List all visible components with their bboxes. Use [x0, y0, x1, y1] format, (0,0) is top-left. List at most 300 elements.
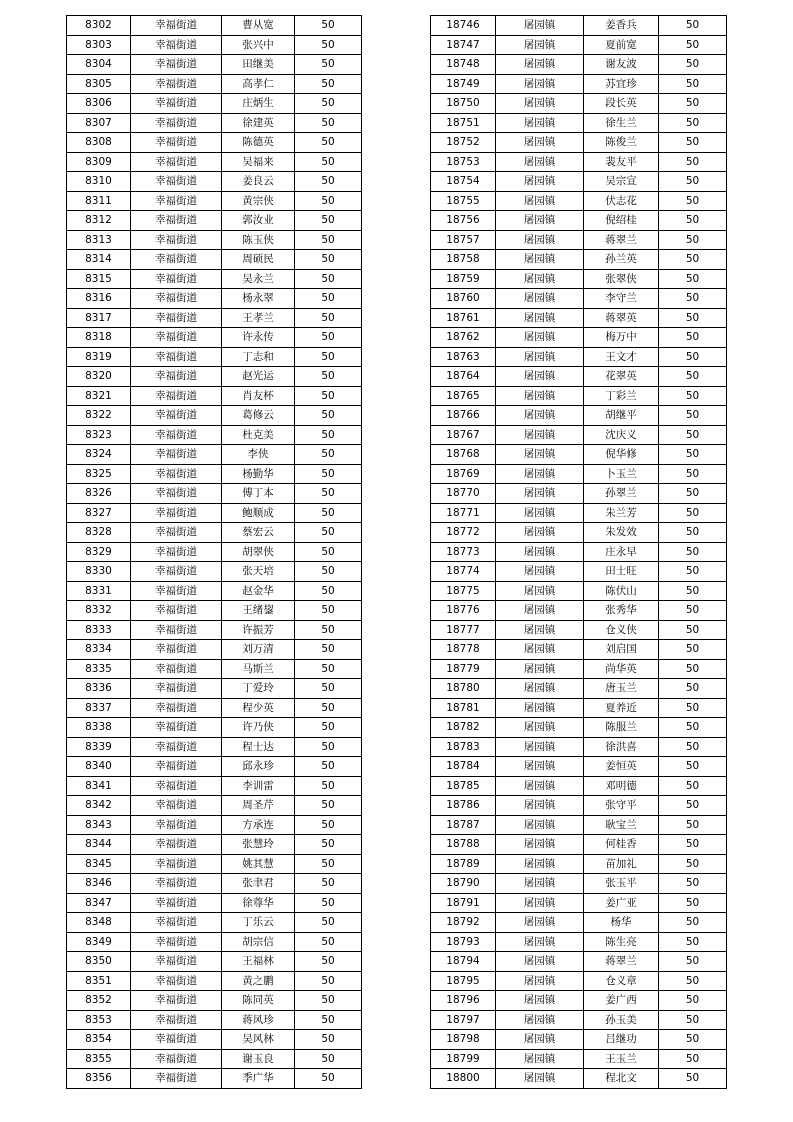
town-cell: 幸福街道	[131, 1069, 222, 1089]
amount-cell: 50	[295, 679, 362, 699]
name-cell: 梅万中	[584, 328, 659, 348]
amount-cell: 50	[295, 854, 362, 874]
name-cell: 花翠英	[584, 367, 659, 387]
table-row	[67, 289, 362, 309]
row-number-cell: 8305	[67, 74, 131, 94]
name-cell: 高孝仁	[222, 74, 295, 94]
name-cell: 王孝兰	[222, 308, 295, 328]
table-row	[67, 35, 362, 55]
table-row	[67, 815, 362, 835]
row-number-cell: 8313	[67, 230, 131, 250]
name-cell: 胡宗信	[222, 932, 295, 952]
table-row	[431, 347, 727, 367]
table-row	[431, 718, 727, 738]
name-cell: 陈伏山	[584, 581, 659, 601]
amount-cell: 50	[295, 35, 362, 55]
town-cell: 屠园镇	[496, 55, 584, 75]
row-number-cell: 8355	[67, 1049, 131, 1069]
row-number-cell: 18756	[431, 211, 496, 231]
row-number-cell: 8311	[67, 191, 131, 211]
table-row	[67, 113, 362, 133]
row-number-cell: 18746	[431, 16, 496, 36]
row-number-cell: 18748	[431, 55, 496, 75]
amount-cell: 50	[295, 601, 362, 621]
table-row	[431, 113, 727, 133]
name-cell: 李侠	[222, 445, 295, 465]
town-cell: 屠园镇	[496, 328, 584, 348]
table-row	[431, 1010, 727, 1030]
table-row	[431, 640, 727, 660]
table-row	[67, 581, 362, 601]
name-cell: 徐洪喜	[584, 737, 659, 757]
amount-cell: 50	[295, 757, 362, 777]
table-row	[431, 776, 727, 796]
name-cell: 吕继功	[584, 1030, 659, 1050]
row-number-cell: 18785	[431, 776, 496, 796]
name-cell: 姜广亚	[584, 893, 659, 913]
table-row	[67, 484, 362, 504]
name-cell: 王绪鋆	[222, 601, 295, 621]
amount-cell: 50	[295, 133, 362, 153]
town-cell: 幸福街道	[131, 386, 222, 406]
table-row	[431, 308, 727, 328]
name-cell: 孙玉美	[584, 1010, 659, 1030]
row-number-cell: 18768	[431, 445, 496, 465]
name-cell: 王福林	[222, 952, 295, 972]
town-cell: 幸福街道	[131, 347, 222, 367]
name-cell: 朱发效	[584, 523, 659, 543]
row-number-cell: 18781	[431, 698, 496, 718]
name-cell: 蒋翠英	[584, 308, 659, 328]
amount-cell: 50	[659, 874, 727, 894]
town-cell: 屠园镇	[496, 289, 584, 309]
name-cell: 姜恒英	[584, 757, 659, 777]
town-cell: 屠园镇	[496, 230, 584, 250]
row-number-cell: 18774	[431, 562, 496, 582]
town-cell: 屠园镇	[496, 94, 584, 114]
row-number-cell: 8331	[67, 581, 131, 601]
name-cell: 仓义章	[584, 971, 659, 991]
row-number-cell: 18761	[431, 308, 496, 328]
row-number-cell: 8333	[67, 620, 131, 640]
town-cell: 幸福街道	[131, 113, 222, 133]
name-cell: 陈德英	[222, 133, 295, 153]
amount-cell: 50	[659, 1069, 727, 1089]
name-cell: 谢友波	[584, 55, 659, 75]
left-table-body	[67, 16, 362, 1089]
town-cell: 幸福街道	[131, 1030, 222, 1050]
table-row	[431, 386, 727, 406]
town-cell: 幸福街道	[131, 1010, 222, 1030]
town-cell: 屠园镇	[496, 484, 584, 504]
table-row	[431, 581, 727, 601]
table-row	[67, 386, 362, 406]
row-number-cell: 8336	[67, 679, 131, 699]
row-number-cell: 8302	[67, 16, 131, 36]
amount-cell: 50	[295, 776, 362, 796]
table-row	[67, 952, 362, 972]
town-cell: 屠园镇	[496, 445, 584, 465]
amount-cell: 50	[295, 250, 362, 270]
name-cell: 丁志和	[222, 347, 295, 367]
town-cell: 屠园镇	[496, 815, 584, 835]
amount-cell: 50	[659, 718, 727, 738]
town-cell: 幸福街道	[131, 737, 222, 757]
amount-cell: 50	[659, 815, 727, 835]
row-number-cell: 8351	[67, 971, 131, 991]
row-number-cell: 18775	[431, 581, 496, 601]
table-row	[431, 698, 727, 718]
table-row	[431, 172, 727, 192]
name-cell: 周硕民	[222, 250, 295, 270]
town-cell: 幸福街道	[131, 757, 222, 777]
amount-cell: 50	[659, 308, 727, 328]
name-cell: 马斯兰	[222, 659, 295, 679]
row-number-cell: 18757	[431, 230, 496, 250]
table-row	[67, 1030, 362, 1050]
table-row	[431, 16, 727, 36]
town-cell: 屠园镇	[496, 308, 584, 328]
town-cell: 幸福街道	[131, 874, 222, 894]
name-cell: 沈庆义	[584, 425, 659, 445]
left-table	[66, 15, 362, 1089]
row-number-cell: 8314	[67, 250, 131, 270]
table-row	[431, 757, 727, 777]
row-number-cell: 8342	[67, 796, 131, 816]
amount-cell: 50	[659, 932, 727, 952]
right-table	[430, 15, 727, 1089]
town-cell: 屠园镇	[496, 386, 584, 406]
table-row	[67, 133, 362, 153]
town-cell: 幸福街道	[131, 269, 222, 289]
amount-cell: 50	[295, 698, 362, 718]
row-number-cell: 8338	[67, 718, 131, 738]
amount-cell: 50	[295, 328, 362, 348]
name-cell: 赵光运	[222, 367, 295, 387]
amount-cell: 50	[659, 640, 727, 660]
name-cell: 陈玉侠	[222, 230, 295, 250]
name-cell: 姜广西	[584, 991, 659, 1011]
town-cell: 幸福街道	[131, 659, 222, 679]
town-cell: 幸福街道	[131, 523, 222, 543]
name-cell: 邓明德	[584, 776, 659, 796]
row-number-cell: 8316	[67, 289, 131, 309]
amount-cell: 50	[659, 386, 727, 406]
town-cell: 屠园镇	[496, 893, 584, 913]
name-cell: 夏前宽	[584, 35, 659, 55]
row-number-cell: 18749	[431, 74, 496, 94]
name-cell: 蔡宏云	[222, 523, 295, 543]
table-row	[67, 679, 362, 699]
amount-cell: 50	[659, 893, 727, 913]
town-cell: 幸福街道	[131, 289, 222, 309]
table-row	[67, 562, 362, 582]
row-number-cell: 8319	[67, 347, 131, 367]
table-row	[67, 874, 362, 894]
row-number-cell: 18793	[431, 932, 496, 952]
table-row	[67, 991, 362, 1011]
town-cell: 幸福街道	[131, 1049, 222, 1069]
town-cell: 屠园镇	[496, 776, 584, 796]
town-cell: 幸福街道	[131, 367, 222, 387]
row-number-cell: 18755	[431, 191, 496, 211]
table-row	[431, 796, 727, 816]
row-number-cell: 18794	[431, 952, 496, 972]
table-row	[67, 718, 362, 738]
amount-cell: 50	[659, 679, 727, 699]
right-table-body	[431, 16, 727, 1089]
town-cell: 幸福街道	[131, 328, 222, 348]
town-cell: 屠园镇	[496, 1010, 584, 1030]
amount-cell: 50	[659, 35, 727, 55]
table-row	[67, 425, 362, 445]
table-row	[67, 74, 362, 94]
table-row	[67, 347, 362, 367]
amount-cell: 50	[295, 893, 362, 913]
town-cell: 幸福街道	[131, 484, 222, 504]
row-number-cell: 8337	[67, 698, 131, 718]
table-row	[431, 601, 727, 621]
name-cell: 张慧玲	[222, 835, 295, 855]
amount-cell: 50	[659, 464, 727, 484]
name-cell: 胡继平	[584, 406, 659, 426]
row-number-cell: 18786	[431, 796, 496, 816]
row-number-cell: 18766	[431, 406, 496, 426]
row-number-cell: 8332	[67, 601, 131, 621]
name-cell: 吴风林	[222, 1030, 295, 1050]
name-cell: 丁彩兰	[584, 386, 659, 406]
town-cell: 幸福街道	[131, 542, 222, 562]
town-cell: 幸福街道	[131, 211, 222, 231]
amount-cell: 50	[295, 874, 362, 894]
amount-cell: 50	[295, 620, 362, 640]
town-cell: 屠园镇	[496, 367, 584, 387]
town-cell: 屠园镇	[496, 796, 584, 816]
amount-cell: 50	[659, 1010, 727, 1030]
amount-cell: 50	[295, 211, 362, 231]
name-cell: 张秀华	[584, 601, 659, 621]
town-cell: 屠园镇	[496, 679, 584, 699]
table-row	[67, 16, 362, 36]
row-number-cell: 18791	[431, 893, 496, 913]
amount-cell: 50	[659, 971, 727, 991]
town-cell: 幸福街道	[131, 815, 222, 835]
town-cell: 屠园镇	[496, 737, 584, 757]
amount-cell: 50	[659, 913, 727, 933]
table-row	[67, 601, 362, 621]
town-cell: 幸福街道	[131, 464, 222, 484]
town-cell: 幸福街道	[131, 94, 222, 114]
table-row	[67, 503, 362, 523]
town-cell: 屠园镇	[496, 620, 584, 640]
amount-cell: 50	[295, 230, 362, 250]
table-row	[431, 230, 727, 250]
row-number-cell: 18760	[431, 289, 496, 309]
name-cell: 吴福来	[222, 152, 295, 172]
name-cell: 卜玉兰	[584, 464, 659, 484]
row-number-cell: 18750	[431, 94, 496, 114]
table-row	[67, 893, 362, 913]
town-cell: 屠园镇	[496, 16, 584, 36]
table-row	[431, 913, 727, 933]
name-cell: 庄炳生	[222, 94, 295, 114]
table-row	[67, 854, 362, 874]
amount-cell: 50	[295, 1010, 362, 1030]
name-cell: 王玉兰	[584, 1049, 659, 1069]
amount-cell: 50	[659, 172, 727, 192]
amount-cell: 50	[295, 1049, 362, 1069]
amount-cell: 50	[295, 172, 362, 192]
town-cell: 屠园镇	[496, 464, 584, 484]
town-cell: 屠园镇	[496, 1069, 584, 1089]
name-cell: 程北文	[584, 1069, 659, 1089]
town-cell: 幸福街道	[131, 893, 222, 913]
town-cell: 幸福街道	[131, 913, 222, 933]
name-cell: 杨勤华	[222, 464, 295, 484]
table-row	[67, 445, 362, 465]
town-cell: 屠园镇	[496, 698, 584, 718]
row-number-cell: 8353	[67, 1010, 131, 1030]
table-row	[431, 406, 727, 426]
row-number-cell: 18778	[431, 640, 496, 660]
town-cell: 屠园镇	[496, 659, 584, 679]
table-row	[431, 211, 727, 231]
amount-cell: 50	[659, 659, 727, 679]
town-cell: 屠园镇	[496, 1049, 584, 1069]
town-cell: 幸福街道	[131, 35, 222, 55]
row-number-cell: 18769	[431, 464, 496, 484]
name-cell: 孙兰英	[584, 250, 659, 270]
row-number-cell: 8347	[67, 893, 131, 913]
row-number-cell: 18777	[431, 620, 496, 640]
amount-cell: 50	[295, 191, 362, 211]
row-number-cell: 18772	[431, 523, 496, 543]
name-cell: 杨永翠	[222, 289, 295, 309]
town-cell: 屠园镇	[496, 74, 584, 94]
row-number-cell: 18764	[431, 367, 496, 387]
town-cell: 屠园镇	[496, 835, 584, 855]
amount-cell: 50	[295, 406, 362, 426]
name-cell: 黄宗侠	[222, 191, 295, 211]
amount-cell: 50	[659, 523, 727, 543]
amount-cell: 50	[295, 1069, 362, 1089]
town-cell: 屠园镇	[496, 913, 584, 933]
row-number-cell: 8352	[67, 991, 131, 1011]
amount-cell: 50	[295, 464, 362, 484]
amount-cell: 50	[659, 16, 727, 36]
amount-cell: 50	[659, 347, 727, 367]
amount-cell: 50	[295, 581, 362, 601]
name-cell: 仓义侠	[584, 620, 659, 640]
name-cell: 刘万清	[222, 640, 295, 660]
name-cell: 夏养近	[584, 698, 659, 718]
town-cell: 屠园镇	[496, 133, 584, 153]
name-cell: 庄永早	[584, 542, 659, 562]
table-row	[67, 250, 362, 270]
name-cell: 许乃侠	[222, 718, 295, 738]
town-cell: 幸福街道	[131, 503, 222, 523]
table-row	[431, 815, 727, 835]
table-row	[431, 952, 727, 972]
town-cell: 屠园镇	[496, 718, 584, 738]
row-number-cell: 8323	[67, 425, 131, 445]
name-cell: 徐建英	[222, 113, 295, 133]
town-cell: 屠园镇	[496, 757, 584, 777]
amount-cell: 50	[295, 484, 362, 504]
table-row	[431, 367, 727, 387]
row-number-cell: 18752	[431, 133, 496, 153]
row-number-cell: 18765	[431, 386, 496, 406]
amount-cell: 50	[659, 581, 727, 601]
town-cell: 幸福街道	[131, 562, 222, 582]
row-number-cell: 18790	[431, 874, 496, 894]
town-cell: 幸福街道	[131, 796, 222, 816]
row-number-cell: 8328	[67, 523, 131, 543]
amount-cell: 50	[295, 386, 362, 406]
town-cell: 屠园镇	[496, 269, 584, 289]
amount-cell: 50	[295, 835, 362, 855]
town-cell: 幸福街道	[131, 230, 222, 250]
name-cell: 尚华英	[584, 659, 659, 679]
amount-cell: 50	[659, 737, 727, 757]
row-number-cell: 18779	[431, 659, 496, 679]
amount-cell: 50	[295, 971, 362, 991]
table-row	[67, 737, 362, 757]
row-number-cell: 18771	[431, 503, 496, 523]
table-row	[431, 562, 727, 582]
town-cell: 幸福街道	[131, 445, 222, 465]
name-cell: 黄之鹏	[222, 971, 295, 991]
amount-cell: 50	[659, 94, 727, 114]
table-row	[431, 289, 727, 309]
row-number-cell: 8303	[67, 35, 131, 55]
town-cell: 屠园镇	[496, 562, 584, 582]
name-cell: 朱兰芳	[584, 503, 659, 523]
amount-cell: 50	[659, 796, 727, 816]
amount-cell: 50	[295, 269, 362, 289]
table-row	[431, 1049, 727, 1069]
amount-cell: 50	[659, 230, 727, 250]
name-cell: 季广华	[222, 1069, 295, 1089]
amount-cell: 50	[295, 367, 362, 387]
town-cell: 屠园镇	[496, 172, 584, 192]
row-number-cell: 8321	[67, 386, 131, 406]
name-cell: 徐生兰	[584, 113, 659, 133]
amount-cell: 50	[659, 133, 727, 153]
amount-cell: 50	[659, 562, 727, 582]
name-cell: 许永传	[222, 328, 295, 348]
amount-cell: 50	[295, 562, 362, 582]
town-cell: 幸福街道	[131, 679, 222, 699]
town-cell: 屠园镇	[496, 854, 584, 874]
amount-cell: 50	[295, 55, 362, 75]
row-number-cell: 18762	[431, 328, 496, 348]
table-row	[431, 854, 727, 874]
name-cell: 丁乐云	[222, 913, 295, 933]
row-number-cell: 18754	[431, 172, 496, 192]
name-cell: 杜克美	[222, 425, 295, 445]
amount-cell: 50	[659, 74, 727, 94]
row-number-cell: 18787	[431, 815, 496, 835]
amount-cell: 50	[295, 932, 362, 952]
table-row	[431, 874, 727, 894]
name-cell: 谢玉良	[222, 1049, 295, 1069]
table-row	[431, 250, 727, 270]
name-cell: 郭汝业	[222, 211, 295, 231]
town-cell: 幸福街道	[131, 55, 222, 75]
table-row	[431, 328, 727, 348]
name-cell: 张守平	[584, 796, 659, 816]
